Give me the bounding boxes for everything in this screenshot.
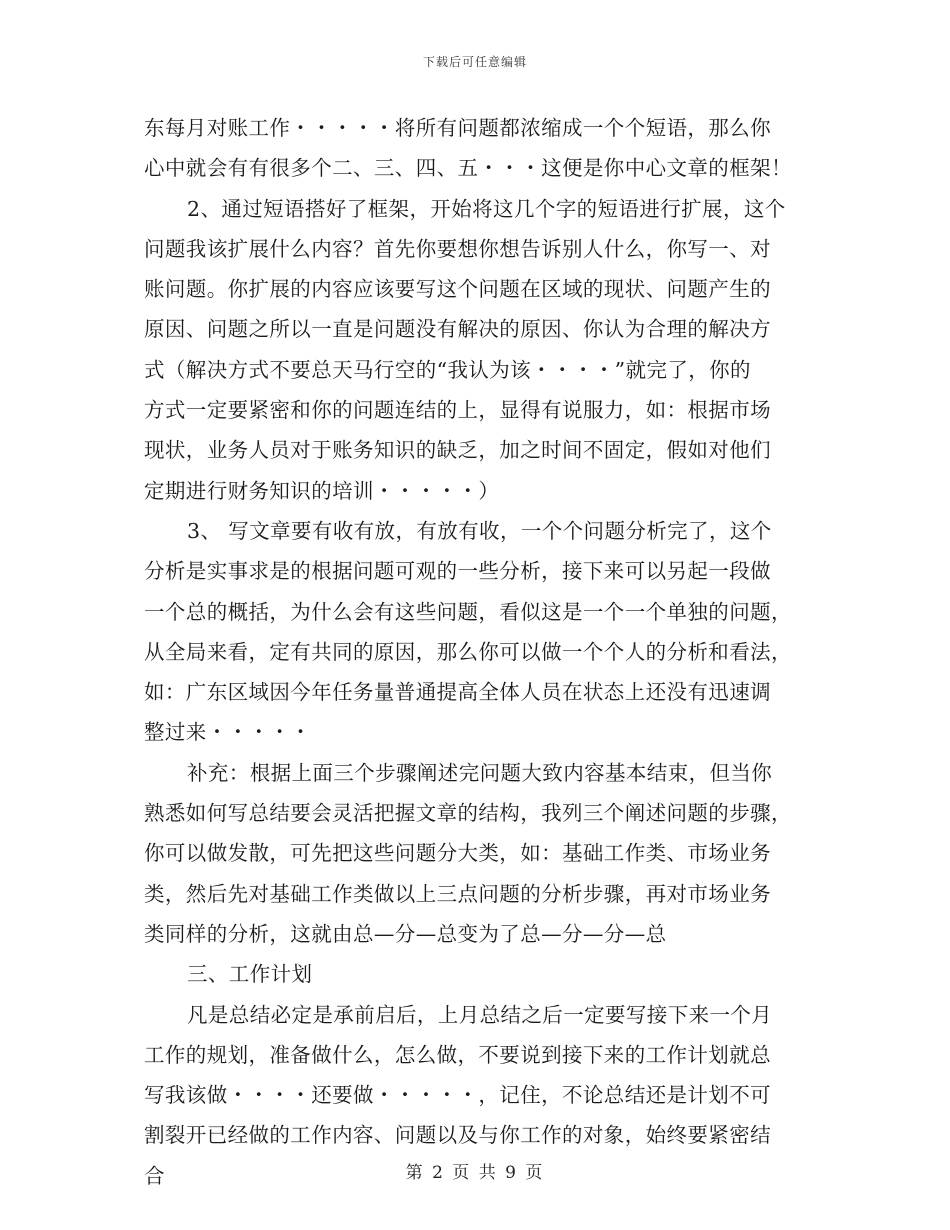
body-text (144, 108, 814, 1196)
text-line: 东每月对账工作・・・・・将所有问题都浓缩成一个个短语，那么你 (144, 116, 771, 140)
text-line: 方式一定要紧密和你的问题连结的上，显得有说服力，如：根据市场 (144, 398, 771, 423)
text-line: 如：广东区域因今年任务量普通提高全体人员在状态上还没有迅速调 (144, 680, 771, 705)
text-line: 心中就会有有很多个二、三、四、五・・・这便是你中心文章的框架！ (144, 156, 792, 181)
text-line: 三、工作计划 (187, 962, 313, 987)
text-line: 式（解决方式不要总天马行空的“我认为该・・・・”就完了，你的 (144, 357, 751, 382)
text-line: 一个总的概括，为什么会有这些问题，看似这是一个一个单独的问题， (144, 599, 792, 624)
page-header: 下载后可任意编辑 (422, 55, 527, 69)
text-line: 割裂开已经做的工作内容、问题以及与你工作的对象，始终要紧密结 (144, 1123, 771, 1148)
text-line: 类，然后先对基础工作类做以上三点问题的分析步骤，再对市场业务 (144, 881, 771, 906)
text-line: 你可以做发散，可先把这些问题分大类，如：基础工作类、市场业务 (144, 841, 771, 866)
text-line: 熟悉如何写总结要会灵活把握文章的结构，我列三个阐述问题的步骤， (144, 801, 792, 826)
text-line: 问题我该扩展什么内容？首先你要想你想告诉别人什么，你写一、对 (144, 236, 771, 261)
text-line: 凡是总结必定是承前启后，上月总结之后一定要写接下来一个月 (187, 1002, 773, 1027)
text-line: 账问题。你扩展的内容应该要写这个问题在区域的现状、问题产生的 (144, 277, 771, 302)
text-line: 定期进行财务知识的培训・・・・・） (144, 478, 500, 503)
text-line: 2、通过短语搭好了框架，开始将这几个字的短语进行扩展，这个 (187, 196, 786, 221)
text-line: 分析是实事求是的根据问题可观的一些分析，接下来可以另起一段做 (144, 559, 771, 584)
text-line: 3、 写文章要有收有放，有放有收，一个个问题分析完了，这个 (187, 518, 772, 543)
text-line: 合 (144, 1163, 165, 1188)
text-line: 现状，业务人员对于账务知识的缺乏，加之时间不固定，假如对他们 (144, 438, 771, 463)
text-line: 类同样的分析，这就由总—分—总变为了总—分—分—总 (144, 921, 667, 946)
page-footer: 第 2 页 共 9 页 (405, 1163, 545, 1183)
text-line: 原因、问题之所以一直是问题没有解决的原因、你认为合理的解决方 (144, 317, 771, 342)
text-line: 写我该做・・・・还要做・・・・・，记住，不论总结还是计划不可 (144, 1083, 771, 1108)
text-line: 补充：根据上面三个步骤阐述完问题大致内容基本结束，但当你 (187, 760, 773, 785)
text-line: 从全局来看，定有共同的原因，那么你可以做一个个人的分析和看法， (144, 639, 792, 664)
text-line: 工作的规划，准备做什么，怎么做，不要说到接下来的工作计划就总 (144, 1042, 771, 1067)
text-line: 整过来・・・・・ (144, 720, 312, 745)
